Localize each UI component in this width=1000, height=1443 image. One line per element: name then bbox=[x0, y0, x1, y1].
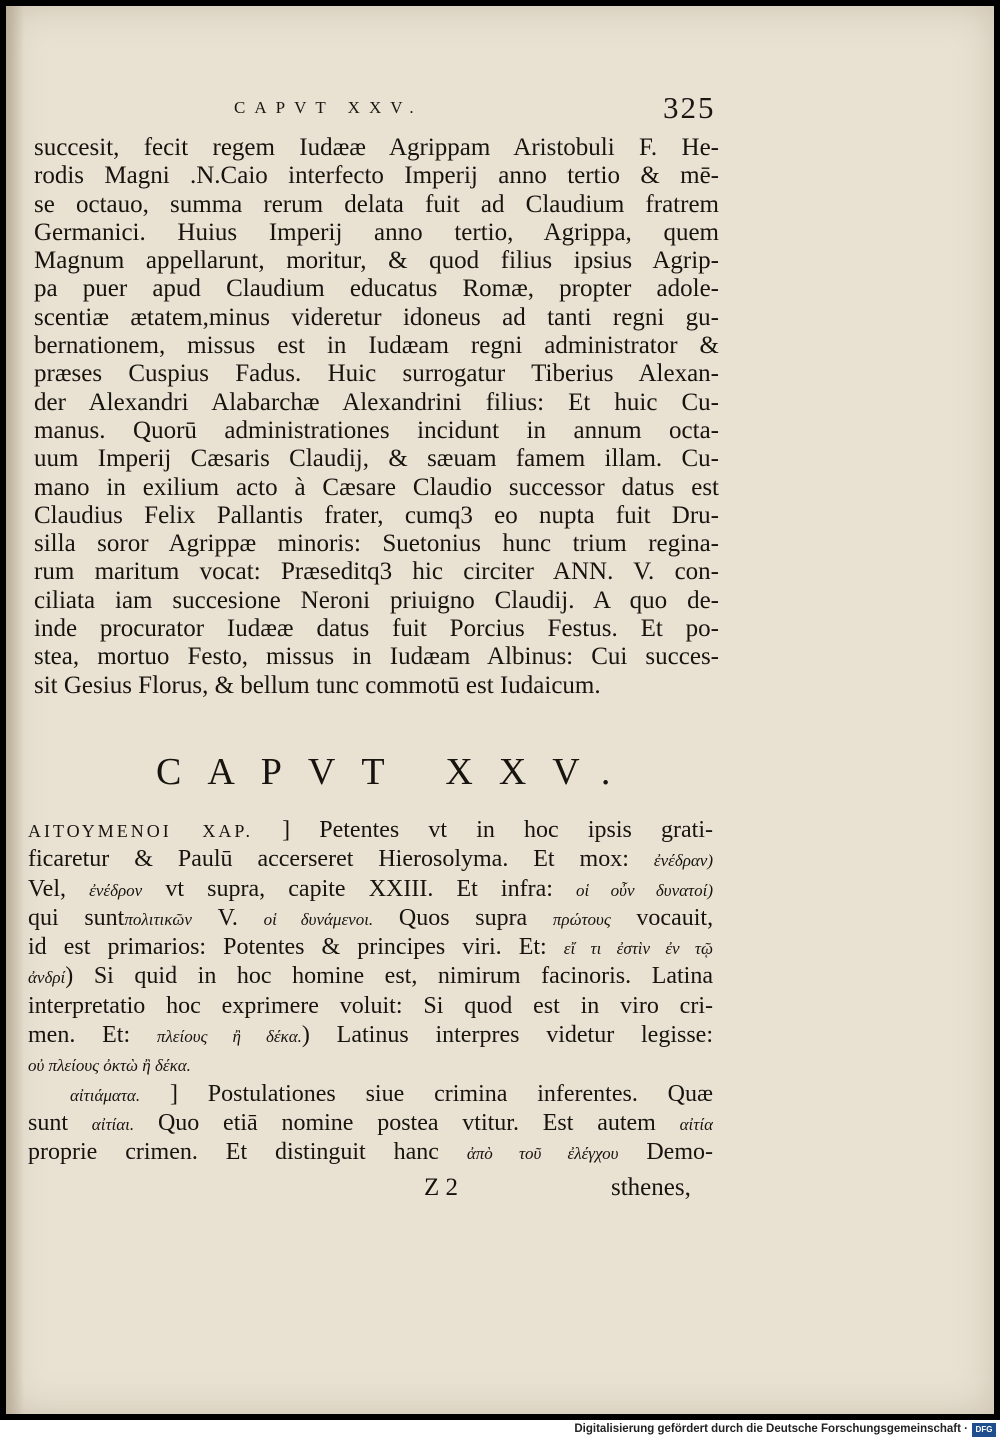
text-line: bernationem, missus est in Iudæam regni administrator & bbox=[34, 332, 719, 360]
note-line bbox=[28, 1050, 713, 1079]
note-line: ΑΙΤΟΥΜΕΝΟΙ ΧΑΡ. ] Petentes vt in hoc ipsis grati- bbox=[28, 817, 713, 843]
greek-text: πρώτους bbox=[552, 909, 611, 929]
text-line: scentiæ ætatem,minus videretur idoneus ad tanti regni gu- bbox=[34, 303, 719, 331]
greek-text: αἰτία bbox=[679, 1114, 713, 1134]
text-line: uum Imperij Cæsaris Claudij, & sæuam famem illam. Cu- bbox=[34, 445, 719, 473]
greek-text: εἴ τι ἐστὶν ἐν τῷ bbox=[563, 939, 713, 959]
text-line: Claudius Felix Pallantis frater, cumq3 eo nupta fuit Dru- bbox=[34, 501, 719, 529]
lemma: ΑΙΤΟΥΜΕΝΟΙ ΧΑΡ. bbox=[28, 821, 253, 841]
text-line: stea, mortuo Festo, missus in Iudæam Albinus: Cui succes- bbox=[34, 643, 719, 671]
text-line: der Alexandri Alabarchæ Alexandrini filius: Et huic Cu- bbox=[34, 388, 719, 416]
greek-text: πλείους ἢ δέκα. bbox=[156, 1027, 302, 1047]
text-line: sit Gesius Florus, & bellum tunc commotū est Iudaicum. bbox=[34, 671, 601, 699]
running-head: CAPVT XXV. bbox=[234, 98, 423, 117]
greek-text: οἱ δυνάμενοι. bbox=[263, 909, 374, 929]
text-line: rodis Magni .N.Caio interfecto Imperij anno tertio & mē- bbox=[34, 162, 719, 190]
greek-text: αἰτίαι. bbox=[91, 1114, 135, 1134]
text-line: pa puer apud Claudium educatus Romæ, propter adole- bbox=[34, 275, 719, 303]
text-line: Magnum appellarunt, moritur, & quod filius ipsius Agrip- bbox=[34, 247, 719, 275]
funding-credit: Digitalisierung gefördert durch die Deutsche Forschungsgemeinschaft · bbox=[574, 1423, 968, 1435]
greek-text: οἱ οὖν δυνατοί) bbox=[576, 880, 713, 900]
text-line: succesit, fecit regem Iudææ Agrippam Aristobuli F. He- bbox=[34, 134, 719, 161]
text-line: Germanici. Huius Imperij anno tertio, Agrippa, quem bbox=[34, 218, 719, 246]
footer-bar bbox=[0, 1420, 1000, 1443]
note-line: ἀνδρί) Si quid in hoc homine est, nimirum facinoris. Latina bbox=[28, 963, 713, 990]
page-number: 325 bbox=[663, 90, 716, 125]
text-line: rum maritum vocat: Præseditq3 hic circiter ANN. V. con- bbox=[34, 558, 719, 586]
note-line: sunt αἰτίαι. Quo etiā nomine postea vtitur. Est autem αἰτία bbox=[28, 1109, 713, 1136]
note-line: men. Et: πλείους ἢ δέκα.) Latinus interpres videtur legisse: bbox=[28, 1022, 713, 1049]
text-line: se octauo, summa rerum delata fuit ad Claudium fratrem bbox=[34, 190, 719, 218]
greek-text: ἀπὸ τοῦ ἐλέγχου bbox=[466, 1144, 619, 1164]
greek-text: αἰτιάματα. bbox=[70, 1085, 141, 1105]
commentary-notes bbox=[28, 816, 713, 1168]
book-page bbox=[6, 6, 994, 1414]
note-line: αἰτιάματα. ] Postulationes siue crimina inferentes. Quæ bbox=[70, 1080, 713, 1107]
note-line: qui suntπολιτικῶν V. οἱ δυνάμενοι. Quos supra πρώτους vocauit, bbox=[28, 904, 713, 931]
greek-text: οὐ πλείους ὀκτὼ ἢ δέκα. bbox=[28, 1056, 191, 1076]
signature-mark: Z 2 bbox=[424, 1174, 459, 1201]
text-line: manus. Quorū administrationes incidunt in annum octa- bbox=[34, 416, 719, 444]
greek-text: ἐνέδραν) bbox=[653, 851, 713, 871]
note-line: Vel, ἐνέδρον vt supra, capite XXIII. Et infra: οἱ οὖν δυνατοί) bbox=[28, 875, 713, 902]
dfg-logo-icon: DFG bbox=[972, 1423, 996, 1437]
greek-text: ἀνδρί bbox=[28, 968, 66, 988]
text-line: ciliata iam succesione Neroni priuigno Claudij. A quo de- bbox=[34, 586, 719, 614]
catchword: sthenes, bbox=[611, 1174, 691, 1201]
note-line: ficaretur & Paulū accerseret Hierosolyma. Et mox: ἐνέδραν) bbox=[28, 846, 713, 873]
main-text bbox=[34, 134, 719, 700]
text-line: præses Cuspius Fadus. Huic surrogatur Tiberius Alexan- bbox=[34, 360, 719, 388]
greek-text: πολιτικῶν bbox=[124, 909, 192, 929]
text-line: mano in exilium acto à Cæsare Claudio successor datus est bbox=[34, 473, 719, 501]
chapter-heading: CAPVT XXV. bbox=[156, 751, 637, 793]
greek-text: ἐνέδρον bbox=[89, 880, 143, 900]
text-line: inde procurator Iudææ datus fuit Porcius Festus. Et po- bbox=[34, 615, 719, 643]
note-line: proprie crimen. Et distinguit hanc ἀπὸ τοῦ ἐλέγχου Demo- bbox=[28, 1139, 713, 1166]
note-line: interpretatio hoc exprimere voluit: Si quod est in viro cri- bbox=[28, 992, 713, 1019]
note-line: id est primarios: Potentes & principes viri. Et: εἴ τι ἐστὶν ἐν τῷ bbox=[28, 934, 713, 961]
text-line: silla soror Agrippæ minoris: Suetonius hunc trium regina- bbox=[34, 530, 719, 558]
